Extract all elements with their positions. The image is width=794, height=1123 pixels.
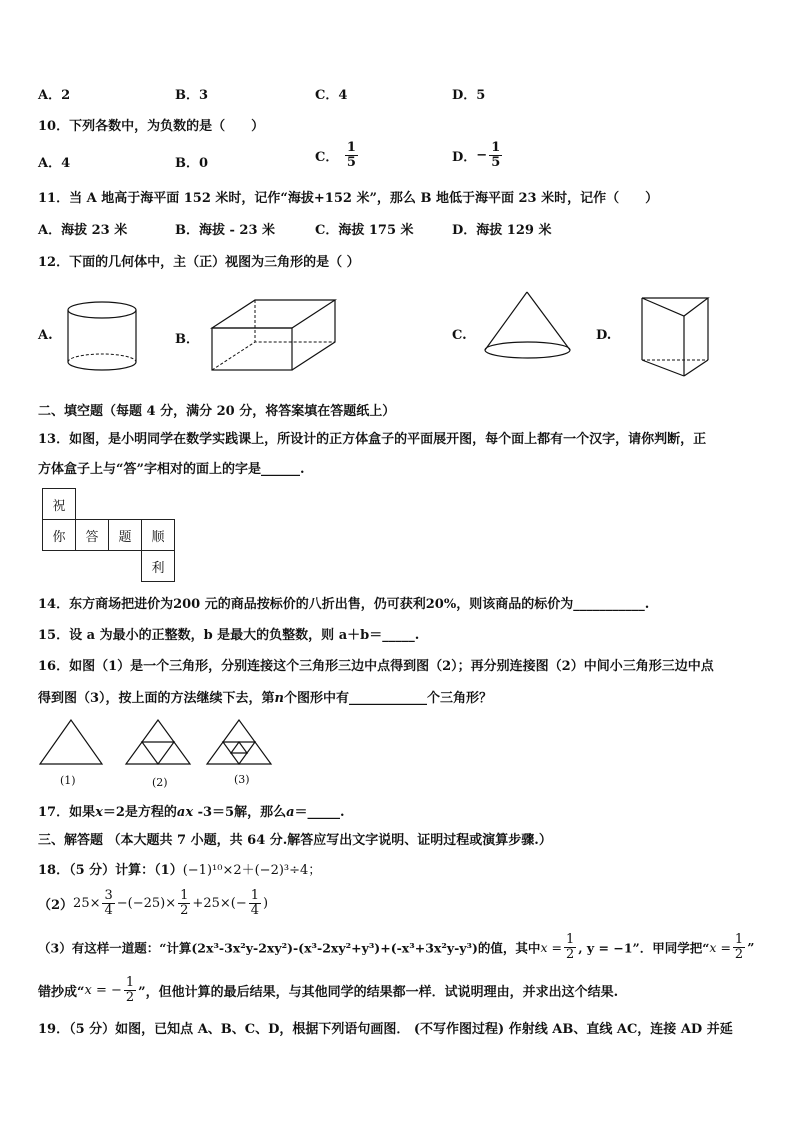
q10-option-d	[452, 141, 504, 170]
text: 17．如果	[38, 805, 96, 820]
question-19: 19．（5 分）如图，已知点 A、B、C、D，根据下列语句画图． (不写作图过程) 作射线 AB、直线 AC，连接 AD 并延	[38, 1022, 733, 1037]
text: , y = −1”．甲同学把“	[578, 940, 710, 956]
figure-label-2: (2)	[152, 776, 168, 789]
figure-label-3: (3)	[234, 773, 250, 786]
q10-option-b: B．0	[175, 156, 209, 171]
net-cell-bottom: 利	[142, 551, 175, 582]
question-10-stem: 10．下列各数中，为负数的是（ ）	[38, 119, 265, 134]
q11-option-b: B．海拔 - 23 米	[175, 223, 276, 238]
triangle-figure-2	[124, 718, 192, 768]
q12-label-a: A.	[38, 328, 53, 343]
net-cell: 题	[109, 520, 142, 551]
cylinder-figure	[66, 300, 140, 376]
variable-x: x =	[709, 940, 731, 955]
question-14: 14．东方商场把进价为200 元的商品按标价的八折出售，仍可获利20%，则该商品的标价为___________.	[38, 597, 650, 612]
question-18-part-3	[38, 933, 764, 962]
variable-x: x	[95, 805, 103, 820]
text: −(−25)×	[116, 896, 177, 911]
triangle-figure-3	[205, 718, 273, 768]
question-13-line-1: 13．如图，是小明同学在数学实践课上，所设计的正方体盒子的平面展开图，每个面上都有一个汉字，请你判断，正	[38, 432, 707, 447]
denominator: 2	[565, 947, 575, 962]
section-2-heading: 二、填空题（每题 4 分，满分 20 分，将答案填在答题纸上）	[38, 404, 396, 419]
net-cell: 顺	[142, 520, 175, 551]
variable-n: n	[274, 691, 284, 706]
denominator: 4	[104, 903, 113, 918]
numerator: 1	[125, 975, 135, 990]
q12-label-b: B．	[175, 332, 199, 347]
fraction	[345, 141, 358, 170]
text: 25×	[73, 896, 101, 911]
minus-sign: −	[476, 148, 488, 163]
denominator: 4	[250, 903, 259, 918]
question-18-part-3-continued	[38, 976, 764, 1005]
text: +25×(−	[192, 896, 247, 911]
expression-ax: ax	[176, 805, 194, 820]
question-12-stem: 12．下面的几何体中，主（正）视图为三角形的是（ ）	[38, 255, 360, 270]
text: ＝2是方程的	[102, 805, 177, 820]
triangle-figure-1	[38, 718, 104, 768]
option-a: A．2	[38, 88, 71, 103]
question-16-line-2	[38, 687, 764, 706]
question-18-part-1	[38, 859, 764, 878]
denominator: 2	[734, 947, 744, 962]
net-cell: 你	[43, 520, 76, 551]
net-cell: 答	[76, 520, 109, 551]
q12-label-d: D.	[596, 328, 612, 343]
option-d: D．5	[452, 88, 486, 103]
numerator: 1	[491, 140, 501, 155]
text: ”，但他计算的最后结果，与其他同学的结果都一样．试说明理由，并求出这个结果.	[138, 985, 619, 1000]
fraction	[102, 889, 114, 918]
figure-label-1: (1)	[60, 774, 76, 787]
q11-option-a: A．海拔 23 米	[38, 223, 128, 238]
text: )	[263, 896, 269, 911]
numerator: 1	[180, 888, 189, 903]
cone-figure	[482, 290, 576, 362]
denominator: 2	[180, 903, 189, 918]
q12-label-c: C.	[452, 328, 467, 343]
q11-option-d: D．海拔 129 米	[452, 223, 552, 238]
fraction	[124, 976, 136, 1005]
cube-net-figure	[42, 488, 175, 582]
q11-option-c: C．海拔 175 米	[315, 223, 414, 238]
fraction	[178, 889, 190, 918]
question-15: 15．设 a 为最小的正整数，b 是最大的负整数，则 a＋b＝_____.	[38, 628, 420, 643]
numerator: 1	[734, 932, 744, 947]
denominator: 5	[346, 155, 356, 170]
text: （3）有这样一道题：“计算(2x³-3x²y-2xy²)-(x³-2xy²+y³)+(-x³+3x²y-y³)的值，其中	[38, 940, 541, 956]
option-b: B．3	[175, 88, 209, 103]
fraction	[489, 141, 502, 170]
q10-option-c	[315, 141, 360, 170]
expression: (−1)¹⁰×2＋(−2)³÷4；	[182, 863, 322, 878]
variable-a: a	[286, 805, 295, 820]
denominator: 2	[125, 990, 135, 1005]
denominator: 5	[491, 155, 501, 170]
option-c: C．4	[315, 88, 348, 103]
variable-x: x =	[540, 940, 562, 955]
numerator: 3	[104, 888, 113, 903]
fraction	[564, 933, 576, 962]
text: -3＝5解，那么	[193, 805, 287, 820]
variable-x: x = −	[84, 983, 122, 998]
triangular-prism-figure	[640, 296, 712, 378]
question-17	[38, 801, 764, 820]
section-3-heading: 三、解答题 （本大题共 7 小题，共 64 分.解答应写出文字说明、证明过程或演算步骤.）	[38, 833, 552, 848]
question-11-stem: 11．当 A 地高于海平面 152 米时，记作“海拔+152 米”，那么 B 地低于海平面 23 米时，记作（ ）	[38, 191, 659, 206]
text: ＝_____.	[294, 805, 345, 820]
text: 得到图（3），按上面的方法继续下去，第	[38, 691, 275, 706]
numerator: 1	[346, 140, 356, 155]
text: 错抄成“	[38, 985, 85, 1000]
question-16-line-1: 16．如图（1）是一个三角形，分别连接这个三角形三边中点得到图（2）；再分别连接图（2）中间小三角形三边中点	[38, 659, 714, 674]
q10-c-label: C．	[315, 150, 339, 165]
fraction	[733, 933, 745, 962]
numerator: 1	[565, 932, 575, 947]
fraction	[249, 889, 261, 918]
text: 18．（5 分）计算：（1）	[38, 863, 183, 878]
q10-option-a: A．4	[38, 156, 71, 171]
question-13-line-2: 方体盒子上与“答”字相对的面上的字是______.	[38, 462, 305, 477]
question-18-part-2	[38, 889, 764, 918]
text: 个图形中有____________个三角形？	[284, 691, 493, 706]
numerator: 1	[250, 888, 259, 903]
text: ”	[747, 940, 755, 955]
cuboid-figure	[210, 298, 340, 374]
net-cell-top: 祝	[43, 489, 76, 520]
label: （2）	[38, 898, 74, 913]
q10-d-label: D．	[452, 150, 477, 165]
